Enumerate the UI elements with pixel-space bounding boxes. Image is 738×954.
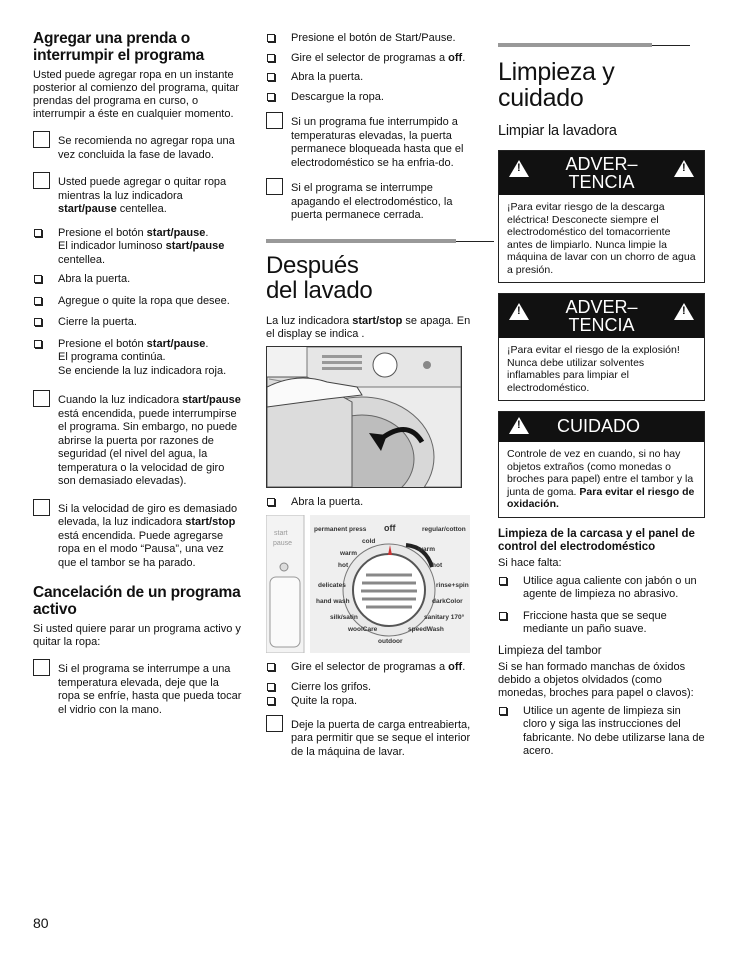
step-item: Gire el selector de programas a off.	[266, 661, 471, 675]
checkbox-bullet-icon	[34, 340, 42, 348]
control-panel-illustration	[266, 515, 470, 653]
dial-rinse-spin: rinse+spin	[436, 582, 469, 589]
heading-cancel: Cancelación de un programa activo	[33, 584, 241, 618]
dial-hot-left: hot	[338, 562, 349, 569]
checkbox-bullet-icon	[499, 577, 507, 585]
checkbox-bullet-icon	[267, 697, 275, 705]
checkbox-bullet-icon	[267, 683, 275, 691]
checkbox-bullet-icon	[34, 275, 42, 283]
warning-triangle-icon	[509, 417, 529, 434]
dial-silk-satin: silk/satin	[330, 614, 358, 621]
checkbox-bullet-icon	[34, 297, 42, 305]
door-illustration	[266, 346, 462, 488]
note-icon	[33, 659, 50, 676]
checkbox-bullet-icon	[267, 73, 275, 81]
note-icon	[33, 172, 50, 189]
dial-permanent-press: permanent press	[314, 526, 367, 533]
dial-hand-wash: hand wash	[316, 598, 350, 605]
paragraph-add: Usted puede agregar ropa en un instante posterior al comienzo del programa, quitar prendas del programa en curso, o interrumpir a éste en cualquier momento.	[33, 69, 240, 120]
step-item: Abra la puerta.	[33, 273, 243, 287]
heading-after-wash: Después del lavado	[266, 251, 373, 304]
step-item: Utilice un agente de limpieza sin cloro y siga las instrucciones del fabricante. No debe utilizarse lana de acero.	[498, 705, 705, 759]
caution-text: Controle de vez en cuando, si no hay objetos extraños (como monedas o broches para papel) entre el tambor y la junta de goma. Para evitar el riesgo de oxidación.	[507, 448, 695, 510]
step-item: Descargue la ropa.	[266, 91, 471, 105]
dial-speed-wash: speedWash	[408, 626, 444, 633]
heading-cleaning: Limpieza y cuidado	[498, 58, 615, 112]
column-1	[33, 30, 243, 727]
step-item: Cierre los grifos.	[266, 681, 471, 695]
warning-triangle-icon	[509, 160, 529, 177]
note-icon	[266, 178, 283, 195]
checkbox-bullet-icon	[267, 54, 275, 62]
dial-warm-right: warm	[418, 546, 435, 553]
note-box: Usted puede agregar o quitar ropa mientras la luz indicadora start/pause centellea.	[33, 176, 243, 217]
step-item: Gire el selector de programas a off.	[266, 52, 471, 66]
checkbox-bullet-icon	[267, 663, 275, 671]
dial-hot-right: hot	[432, 562, 443, 569]
column-3	[498, 43, 705, 765]
dial-wool-care: woolCare	[348, 626, 378, 633]
warning-triangle-icon	[674, 303, 694, 320]
checkbox-bullet-icon	[34, 229, 42, 237]
step-item: Abra la puerta.	[266, 71, 471, 85]
step-item: Cierre la puerta.	[33, 316, 243, 330]
step-item: Friccione hasta que se seque mediante un paño suave.	[498, 610, 705, 637]
step-item: Presione el botón start/pause. El programa continúa. Se enciende la luz indicadora roja.	[33, 338, 243, 379]
section-rule	[498, 43, 652, 47]
step-item: Utilice agua caliente con jabón o un agente de limpieza no abrasivo.	[498, 575, 705, 602]
paragraph-drum: Si se han formado manchas de óxidos debido a objetos olvidados (como monedas, broches para papel o clavos):	[498, 660, 694, 699]
note-icon	[266, 112, 283, 129]
checkbox-bullet-icon	[499, 707, 507, 715]
note-box: Deje la puerta de carga entreabierta, para permitir que se seque el interior de la máquina de lavar.	[266, 719, 471, 760]
pause-label: pause	[273, 540, 293, 547]
dial-delicates: delicates	[318, 582, 346, 589]
dial-warm-left: warm	[340, 550, 357, 557]
note-icon	[33, 390, 50, 407]
caution-box	[498, 411, 705, 518]
note-icon	[33, 499, 50, 516]
heading-drum: Limpieza del tambor	[498, 644, 602, 657]
step-item: Agregue o quite la ropa que desee.	[33, 295, 243, 309]
checkbox-bullet-icon	[499, 612, 507, 620]
dial-off: off	[384, 523, 396, 533]
warning-triangle-icon	[509, 303, 529, 320]
note-icon	[33, 131, 50, 148]
warning-box	[498, 293, 705, 401]
note-box: Si el programa se interrumpe apagando el electrodoméstico, la puerta permanece cerrada.	[266, 182, 471, 223]
start-label: start	[274, 530, 288, 537]
section-rule	[266, 239, 456, 243]
step-item: Presione el botón start/pause. El indicador luminoso start/pause centellea.	[33, 227, 243, 268]
paragraph-after: La luz indicadora start/stop se apaga. En el display se indica .	[266, 314, 471, 340]
heading-clean-washer: Limpiar la lavadora	[498, 123, 617, 139]
note-box: Si la velocidad de giro es demasiado elevada, la luz indicadora start/stop está encendida. Puede agregarse ropa en el modo “Pausa”, una vez que el tambor se ha parado.	[33, 503, 243, 571]
caution-header: ! CUIDADO	[499, 412, 704, 442]
heading-add-garment: Agregar una prenda o interrumpir el programa	[33, 30, 205, 64]
page-number: 80	[33, 915, 49, 931]
note-box: Cuando la luz indicadora start/pause está encendida, puede interrumpirse el programa. Sin embargo, no puede abrirse la puerta por razones de seguridad (el nivel del agua, la temperatura o la velocidad de giro son demasiado elevadas).	[33, 394, 243, 489]
program-dial-image	[266, 515, 470, 653]
dial-cold: cold	[362, 538, 376, 545]
warning-text: ¡Para evitar el riesgo de la explosión! Nunca debe utilizar solventes inflamables para limpiar el electrodoméstico.	[507, 344, 680, 394]
paragraph-cancel: Si usted quiere parar un programa activo y quitar la ropa:	[33, 623, 241, 648]
warning-box	[498, 150, 705, 283]
heading-housing: Limpieza de la carcasa y el panel de control del electrodoméstico	[498, 527, 695, 553]
dial-regular-cotton: regular/cotton	[422, 526, 466, 533]
dial-dark-color: darkColor	[432, 598, 463, 605]
checkbox-bullet-icon	[34, 318, 42, 326]
step-item: Presione el botón de Start/Pause.	[266, 32, 471, 46]
note-icon	[266, 715, 283, 732]
dial-outdoor: outdoor	[378, 638, 403, 645]
checkbox-bullet-icon	[267, 93, 275, 101]
warning-triangle-icon	[674, 160, 694, 177]
step-item: Abra la puerta.	[266, 496, 471, 510]
warning-header: ! ADVER– TENCIA !	[499, 151, 704, 195]
paragraph-housing: Si hace falta:	[498, 556, 562, 569]
column-2	[266, 32, 471, 769]
warning-header: ! ADVER– TENCIA !	[499, 294, 704, 338]
warning-text: ¡Para evitar riesgo de la descarga eléctrica! Desconecte siempre el electrodoméstico del tomacorriente antes de limpiarlo. Nunca limpie la máquina de lavar con un chorro de agua a presión.	[507, 201, 696, 276]
washer-door-image	[267, 347, 461, 487]
step-item: Quite la ropa.	[266, 695, 471, 709]
checkbox-bullet-icon	[267, 34, 275, 42]
note-box: Se recomienda no agregar ropa una vez concluida la fase de lavado.	[33, 135, 243, 162]
note-box: Si el programa se interrumpe a una temperatura elevada, deje que la ropa se enfríe, hasta que pueda tocar el vidrio con la mano.	[33, 663, 243, 717]
dial-sanitary: sanitary 170°	[424, 614, 465, 621]
checkbox-bullet-icon	[267, 498, 275, 506]
note-box: Si un programa fue interrumpido a temperaturas elevadas, la puerta permanece bloqueada hasta que el electrodoméstico se ha enfria-do.	[266, 116, 471, 170]
